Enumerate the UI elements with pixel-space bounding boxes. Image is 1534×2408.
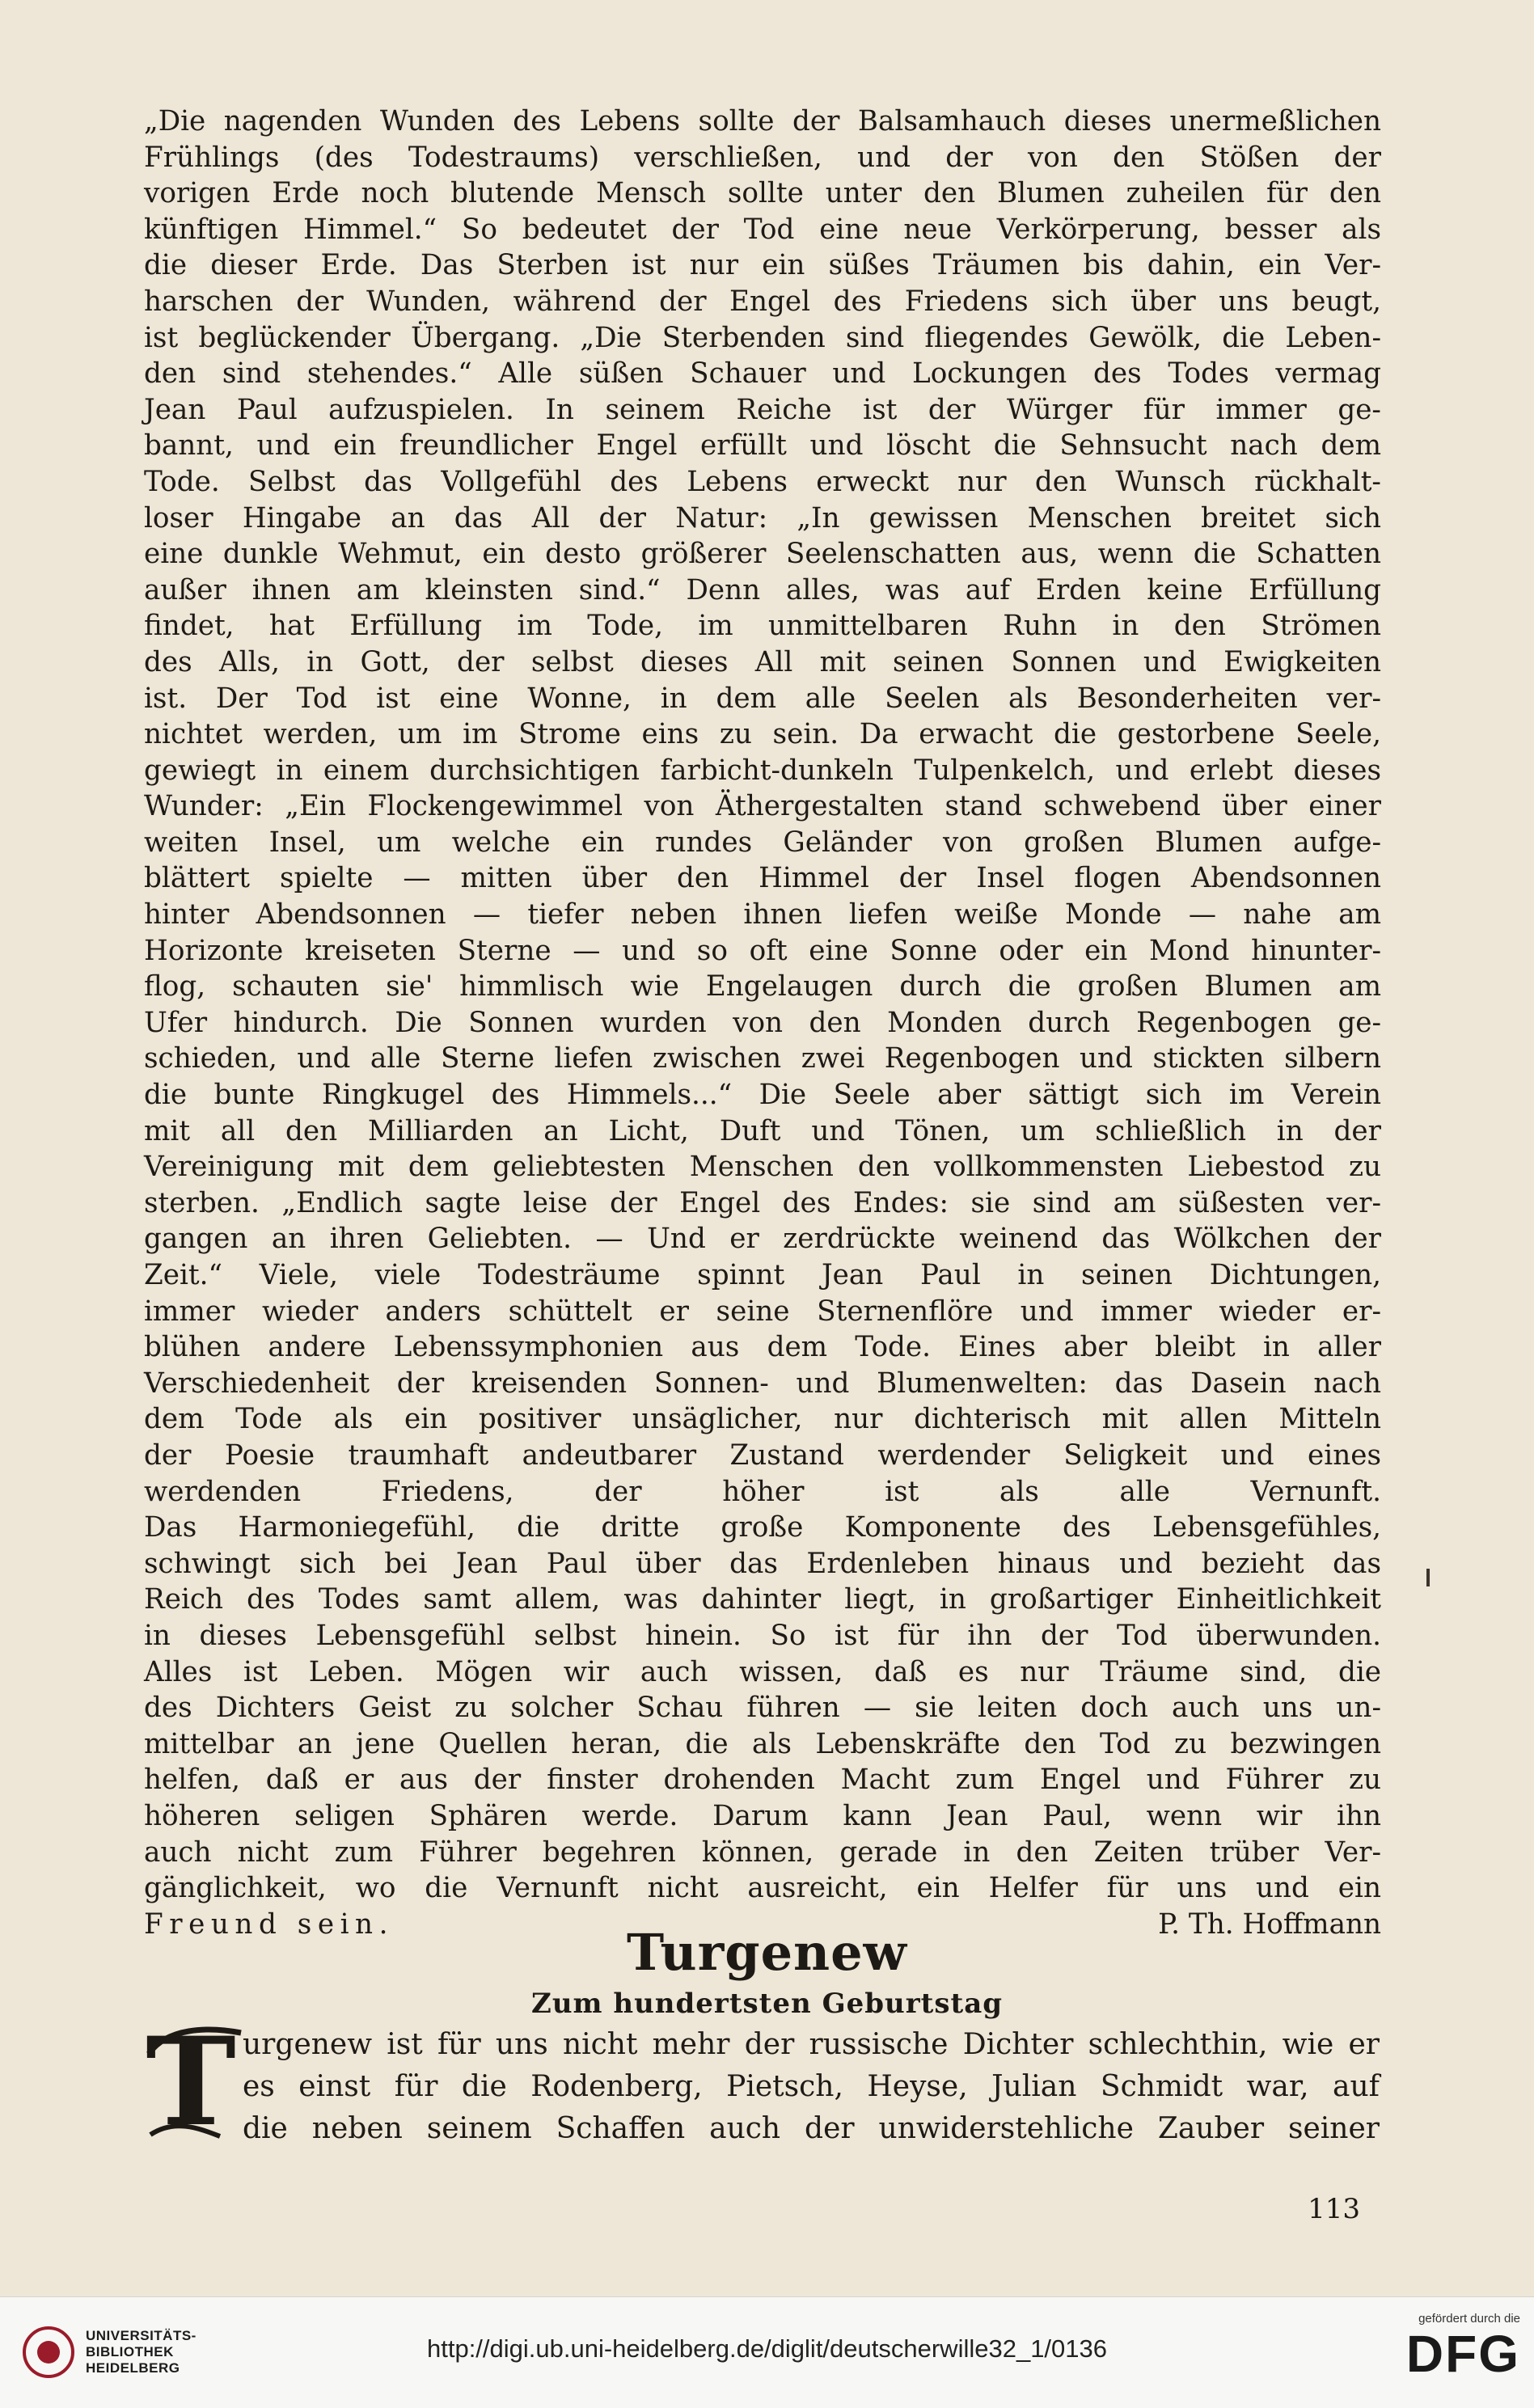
text-line: schieden, und alle Sterne liefen zwischen zwei Regenbogen und stickten silbern [144,1042,1381,1075]
text-line: eine dunkle Wehmut, ein desto größerer Seelenschatten aus, wenn die Schatten [144,538,1381,571]
text-line: mit all den Milliarden an Licht, Duft und Tönen, um schließlich in der [144,1114,1381,1147]
text-line: Ufer hindurch. Die Sonnen wurden von den Monden durch Regenbogen ge- [144,1006,1381,1039]
text-line: Horizonte kreiseten Sterne — und so oft eine Sonne oder ein Mond hinunter- [144,934,1381,967]
text-line: flog, schauten sie' himmlisch wie Engelaugen durch die großen Blumen am [144,970,1381,1003]
text-line: „Die nagenden Wunden des Lebens sollte der Balsamhauch dieses unermeßlichen [144,105,1381,137]
text-line: ist. Der Tod ist eine Wonne, in dem alle Seelen als Besonderheiten ver- [144,682,1381,715]
article-line: es einst für die Rodenberg, Pietsch, Heyse, Julian Schmidt war, auf [243,2070,1380,2103]
text-line: blühen andere Lebenssymphonien aus dem Tode. Eines aber bleibt in aller [144,1331,1381,1364]
closing-text: Freund sein. [144,1907,394,1941]
author-signature: P. Th. Hoffmann [1158,1907,1381,1941]
text-line: gänglichkeit, wo die Vernunft nicht ausreicht, ein Helfer für uns und ein [144,1872,1381,1905]
text-line: vorigen Erde noch blutende Mensch sollte unter den Blumen zuheilen für den [144,177,1381,210]
text-line: gangen an ihren Geliebten. — Und er zerdrückte weinend das Wölkchen der [144,1223,1381,1256]
text-line: Verschiedenheit der kreisenden Sonnen- und Blumenwelten: das Dasein nach [144,1367,1381,1400]
text-line: bannt, und ein freundlicher Engel erfüllt und löscht die Sehnsucht nach dem [144,429,1381,463]
text-line: Frühlings (des Todestraums) verschließen, und der von den Stößen der [144,141,1381,174]
drop-cap: T [146,2011,236,2153]
sponsor-note: gefördert durch die [1418,2312,1520,2326]
permalink-url[interactable]: http://digi.ub.uni-heidelberg.de/diglit/deutscherwille32_1/0136 [426,2334,1108,2363]
text-line: der Poesie traumhaft andeutbarer Zustand werdender Seligkeit und eines [144,1438,1381,1472]
text-line: Reich des Todes samt allem, was dahinter liegt, in großartiger Einheitlichkeit [144,1583,1381,1616]
text-line: den sind stehendes.“ Alle süßen Schauer und Lockungen des Todes vermag [144,357,1381,391]
sponsor-block [1334,2312,1520,2382]
margin-mark [1426,1569,1430,1586]
text-line: sterben. „Endlich sagte leise der Engel des Endes: sie sind am süßesten ver- [144,1186,1381,1219]
dfg-logo[interactable]: DFG [1405,2325,1520,2383]
text-line: Das Harmoniegefühl, die dritte große Komponente des Lebensgefühles, [144,1511,1381,1544]
text-line: Tode. Selbst das Vollgefühl des Lebens erweckt nur den Wunsch rückhalt- [144,465,1381,498]
text-line: höheren seligen Sphären werde. Darum kann Jean Paul, wenn wir ihn [144,1799,1381,1832]
text-line: Zeit.“ Viele, viele Todesträume spinnt Jean Paul in seinen Dichtungen, [144,1259,1381,1291]
article-line: die neben seinem Schaffen auch der unwiderstehliche Zauber seiner [243,2112,1380,2145]
viewer-footer [0,2296,1534,2408]
essay-body [144,104,1381,1942]
text-line: außer ihnen am kleinsten sind.“ Denn alles, was auf Erden keine Erfüllung [144,573,1381,606]
text-line: immer wieder anders schüttelt er seine Sternenflöre und immer wieder er- [144,1295,1381,1328]
library-name-line: BIBLIOTHEK [86,2344,174,2359]
text-line: findet, hat Erfüllung im Tode, im unmittelbaren Ruhn in den Strömen [144,610,1381,643]
text-line: die bunte Ringkugel des Himmels...“ Die Seele aber sättigt sich im Verein [144,1079,1381,1112]
article-title: Turgenew [627,1923,907,1982]
article-subtitle: Zum hundertsten Geburtstag [531,1988,1003,2020]
text-line: Jean Paul aufzuspielen. In seinem Reiche ist der Würger für immer ge- [144,393,1381,426]
text-line: harschen der Wunden, während der Engel des Friedens sich über uns beugt, [144,285,1381,318]
text-line: des Alls, in Gott, der selbst dieses All mit seinen Sonnen und Ewigkeiten [144,645,1381,678]
text-line: Alles ist Leben. Mögen wir auch wissen, daß es nur Träume sind, die [144,1655,1381,1688]
page-number: 113 [1308,2193,1360,2225]
text-line: ist beglückender Übergang. „Die Sterbenden sind fliegendes Gewölk, die Leben- [144,321,1381,354]
text-line: loser Hingabe an das All der Natur: „In gewissen Menschen breitet sich [144,501,1381,534]
text-line: werdenden Friedens, der höher ist als alle Vernunft. [144,1475,1381,1508]
text-line: mittelbar an jene Quellen heran, die als Lebenskräfte den Tod zu bezwingen [144,1727,1381,1760]
article-body [243,2024,1380,2150]
text-line: weiten Insel, um welche ein rundes Geländer von großen Blumen aufge- [144,826,1381,859]
text-line: Vereinigung mit dem geliebtesten Menschen den vollkommensten Liebestod zu [144,1151,1381,1184]
text-line: in dieses Lebensgefühl selbst hinein. So ist für ihn der Tod überwunden. [144,1619,1381,1652]
text-line: künftigen Himmel.“ So bedeutet der Tod eine neue Verkörperung, besser als [144,213,1381,246]
text-line: dem Tode als ein positiver unsäglicher, nur dichterisch mit allen Mitteln [144,1403,1381,1436]
text-line: des Dichters Geist zu solcher Schau führen — sie leiten doch auch uns un- [144,1692,1381,1725]
text-line: blättert spielte — mitten über den Himmel der Insel flogen Abendsonnen [144,862,1381,895]
article-line: urgenew ist für uns nicht mehr der russische Dichter schlechthin, wie er [243,2028,1380,2061]
text-line: gewiegt in einem durchsichtigen farbicht-dunkeln Tulpenkelch, und erlebt dieses [144,754,1381,787]
text-line: nichtet werden, um im Strome eins zu sein. Da erwacht die gestorbene Seele, [144,718,1381,751]
library-name-line: HEIDELBERG [86,2360,180,2376]
text-line: schwingt sich bei Jean Paul über das Erdenleben hinaus und bezieht das [144,1547,1381,1580]
text-line: die dieser Erde. Das Sterben ist nur ein süßes Träumen bis dahin, ein Ver- [144,249,1381,282]
text-line: helfen, daß er aus der finster drohenden Macht zum Engel und Führer zu [144,1764,1381,1797]
library-name-line: UNIVERSITÄTS- [86,2328,197,2343]
text-line: hinter Abendsonnen — tiefer neben ihnen liefen weiße Monde — nahe am [144,898,1381,932]
text-line: auch nicht zum Führer begehren können, gerade in den Zeiten trüber Ver- [144,1836,1381,1869]
text-line: Wunder: „Ein Flockengewimmel von Äthergestalten stand schwebend über einer [144,790,1381,823]
